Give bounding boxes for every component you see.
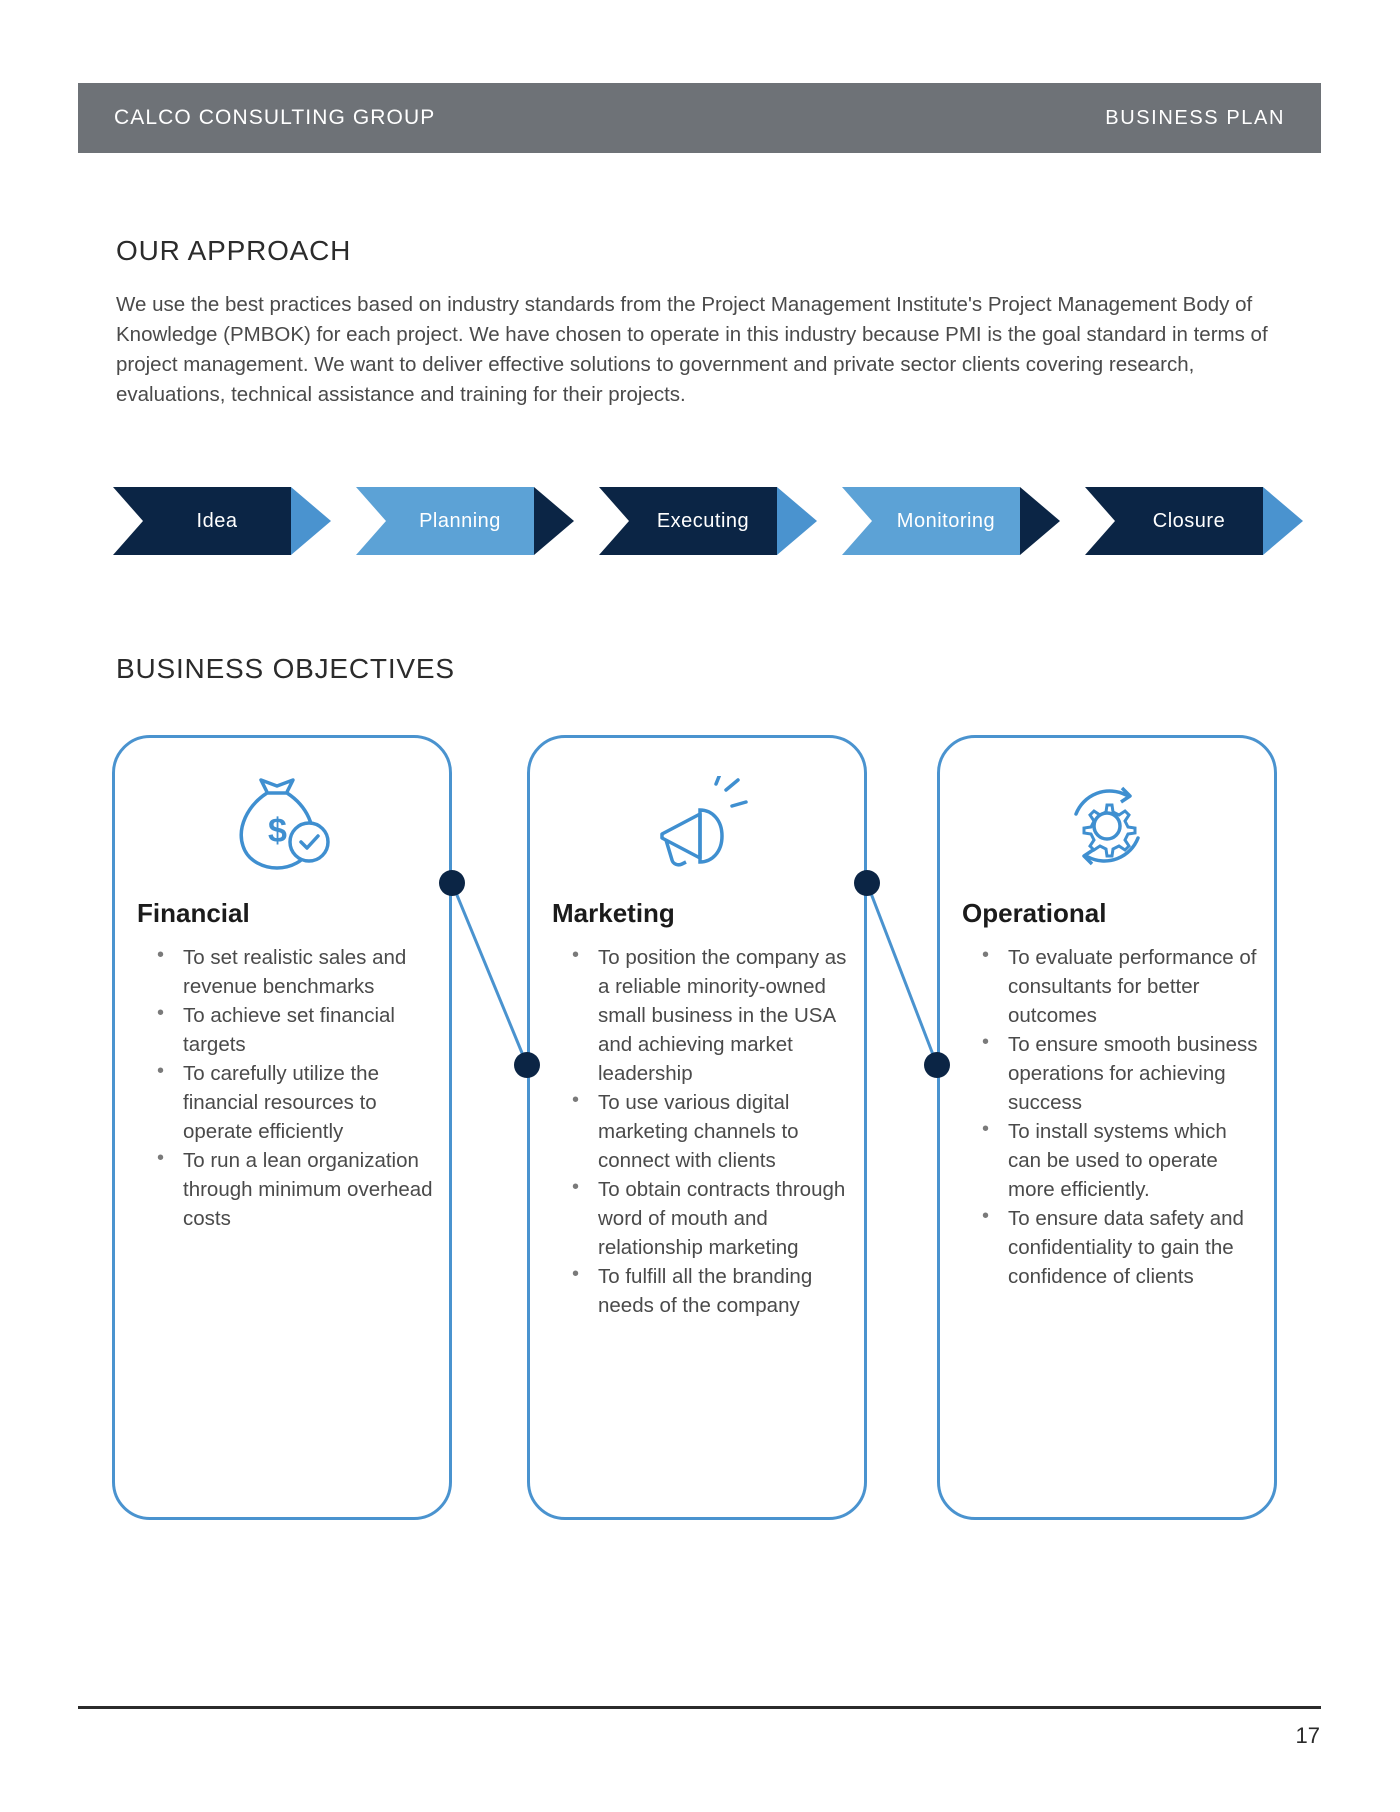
approach-paragraph: We use the best practices based on industry standards from the Project Management Institute's Project Management Body of Knowledge (PMBOK) for each project. We have chosen to operate in this industry because PMI is the goal standard in terms of project management. We want to deliver effective solutions to government and private sector clients covering research, evaluations, technical assistance and training for their projects. bbox=[116, 293, 1268, 406]
footer-divider bbox=[78, 1706, 1321, 1709]
header-company-name: CALCO CONSULTING GROUP bbox=[114, 106, 436, 129]
process-step-label: Closure bbox=[1152, 509, 1226, 532]
process-step-executing bbox=[599, 487, 817, 555]
svg-text:$: $ bbox=[268, 812, 287, 850]
list-item: • To install systems which can be used to operate more efficiently. bbox=[964, 1117, 1259, 1204]
list-item: • To use various digital marketing channels to connect with clients bbox=[554, 1088, 849, 1175]
card-list-financial bbox=[139, 943, 434, 1233]
list-item: • To achieve set financial targets bbox=[139, 1001, 434, 1059]
process-step-planning bbox=[356, 487, 574, 555]
card-list-operational bbox=[964, 943, 1259, 1291]
page-number: 17 bbox=[1295, 1723, 1320, 1748]
chevron-tip bbox=[1020, 487, 1060, 555]
process-step-label: Monitoring bbox=[896, 509, 996, 532]
list-item: • To position the company as a reliable minority-owned small business in the USA and achieving market leadership bbox=[554, 943, 849, 1088]
card-title-financial: Financial bbox=[137, 898, 250, 928]
process-step-label: Idea bbox=[196, 509, 238, 532]
process-step-idea bbox=[113, 487, 331, 555]
chevron-tip bbox=[534, 487, 574, 555]
list-item: • To fulfill all the branding needs of the company bbox=[554, 1262, 849, 1320]
list-item: • To set realistic sales and revenue benchmarks bbox=[139, 943, 434, 1001]
page-header-bar bbox=[78, 83, 1321, 153]
objectives-card-group bbox=[112, 735, 1302, 1520]
money-bag-icon bbox=[115, 766, 449, 886]
card-list-marketing bbox=[554, 943, 849, 1320]
objective-card-financial bbox=[112, 735, 452, 1520]
megaphone-icon bbox=[530, 766, 864, 886]
list-item: • To obtain contracts through word of mouth and relationship marketing bbox=[554, 1175, 849, 1262]
connector-dot bbox=[924, 1052, 950, 1078]
list-item: • To ensure smooth business operations for achieving success bbox=[964, 1030, 1259, 1117]
objective-card-operational bbox=[937, 735, 1277, 1520]
card-title-marketing: Marketing bbox=[552, 898, 675, 928]
process-step-label: Planning bbox=[419, 509, 501, 532]
chevron-tip bbox=[777, 487, 817, 555]
gear-cycle-icon bbox=[940, 766, 1274, 886]
list-item: • To evaluate performance of consultants for better outcomes bbox=[964, 943, 1259, 1030]
chevron-tip bbox=[291, 487, 331, 555]
section-title-our-approach: OUR APPROACH bbox=[116, 235, 352, 266]
process-step-label: Executing bbox=[656, 509, 750, 532]
connector-dot bbox=[854, 870, 880, 896]
process-step-closure bbox=[1085, 487, 1303, 555]
list-item: • To ensure data safety and confidentiality to gain the confidence of clients bbox=[964, 1204, 1259, 1291]
process-step-monitoring bbox=[842, 487, 1060, 555]
header-document-type: BUSINESS PLAN bbox=[1105, 106, 1285, 129]
chevron-tip bbox=[1263, 487, 1303, 555]
connector-dot bbox=[514, 1052, 540, 1078]
list-item: • To run a lean organization through minimum overhead costs bbox=[139, 1146, 434, 1233]
process-chevron-row bbox=[113, 487, 1303, 557]
list-item: • To carefully utilize the financial resources to operate efficiently bbox=[139, 1059, 434, 1146]
connector-dot bbox=[439, 870, 465, 896]
section-title-business-objectives: BUSINESS OBJECTIVES bbox=[116, 653, 455, 684]
objective-card-marketing bbox=[527, 735, 867, 1520]
card-title-operational: Operational bbox=[962, 898, 1107, 928]
